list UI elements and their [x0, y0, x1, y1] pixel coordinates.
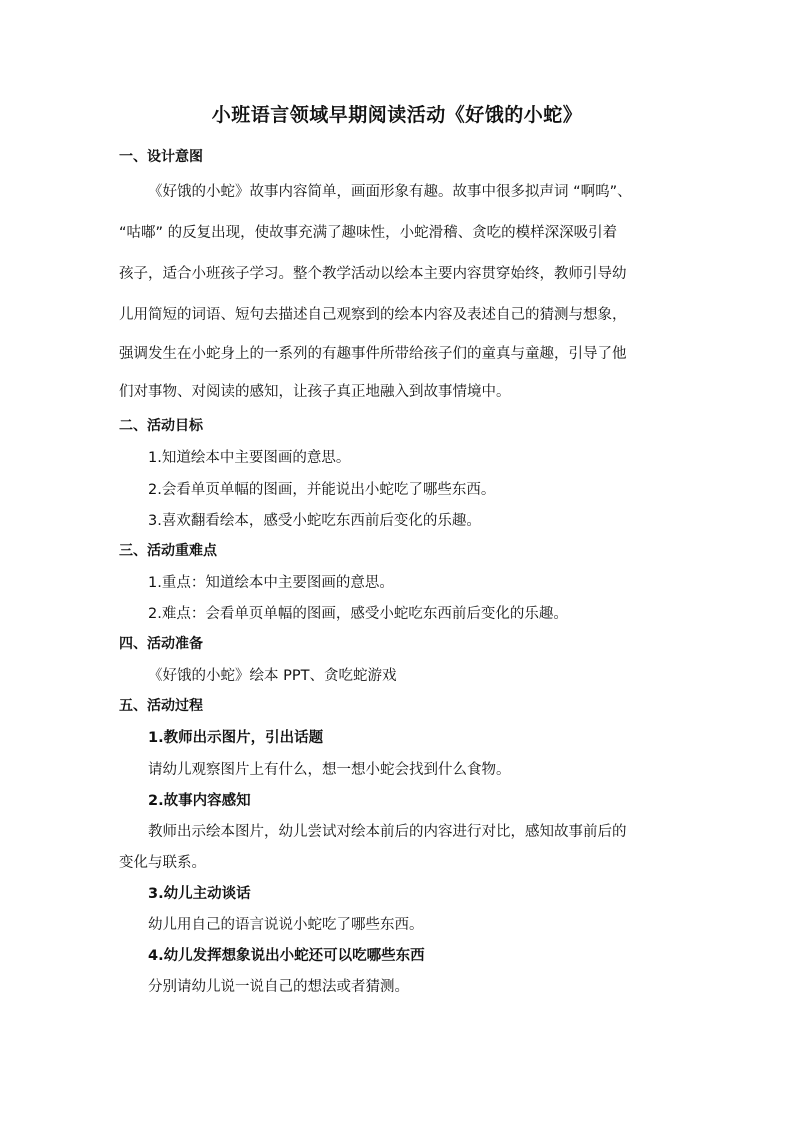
process-step-title: 4.幼儿发挥想象说出小蛇还可以吃哪些东西 — [148, 948, 425, 964]
paragraph-line: 儿用简短的词语、短句去描述自己观察到的绘本内容及表述自己的猜测与想象， — [119, 307, 627, 323]
process-step-title: 2.故事内容感知 — [148, 793, 251, 809]
section-heading-preparation: 四、活动准备 — [119, 636, 203, 652]
document-title: 小班语言领域早期阅读活动《好饿的小蛇》 — [211, 104, 583, 126]
key-point-item: 2.难点：会看单页单幅的图画，感受小蛇吃东西前后变化的乐趣。 — [148, 606, 568, 622]
paragraph-line: 们对事物、对阅读的感知，让孩子真正地融入到故事情境中。 — [119, 384, 511, 400]
goal-item: 1.知道绘本中主要图画的意思。 — [148, 450, 351, 466]
paragraph-line: 孩子，适合小班孩子学习。整个教学活动以绘本主要内容贯穿始终，教师引导幼 — [119, 266, 627, 282]
section-heading-process: 五、活动过程 — [119, 698, 203, 714]
process-step-text: 分别请幼儿说一说自己的想法或者猜测。 — [148, 979, 409, 995]
process-step-text: 变化与联系。 — [119, 855, 206, 871]
section-heading-design-intent: 一、设计意图 — [119, 149, 203, 165]
process-step-title: 3.幼儿主动谈话 — [148, 886, 251, 902]
paragraph-line: “咕嘟” 的反复出现，使故事充满了趣味性，小蛇滑稽、贪吃的模样深深吸引着 — [119, 225, 618, 241]
goal-item: 2.会看单页单幅的图画，并能说出小蛇吃了哪些东西。 — [148, 482, 496, 498]
goal-item: 3.喜欢翻看绘本，感受小蛇吃东西前后变化的乐趣。 — [148, 513, 481, 529]
section-heading-goals: 二、活动目标 — [119, 418, 203, 434]
key-point-item: 1.重点：知道绘本中主要图画的意思。 — [148, 575, 394, 591]
section-heading-key-points: 三、活动重难点 — [119, 543, 217, 559]
process-step-title: 1.教师出示图片，引出话题 — [148, 730, 324, 746]
process-step-text: 请幼儿观察图片上有什么，想一想小蛇会找到什么食物。 — [148, 762, 511, 778]
process-step-text: 教师出示绘本图片，幼儿尝试对绘本前后的内容进行对比，感知故事前后的 — [148, 824, 627, 840]
paragraph-line: 《好饿的小蛇》故事内容简单，画面形象有趣。故事中很多拟声词 “啊呜”、 — [148, 184, 632, 200]
preparation-text: 《好饿的小蛇》绘本 PPT、贪吃蛇游戏 — [148, 668, 397, 684]
paragraph-line: 强调发生在小蛇身上的一系列的有趣事件所带给孩子们的童真与童趣，引导了他 — [119, 346, 627, 362]
process-step-text: 幼儿用自己的语言说说小蛇吃了哪些东西。 — [148, 917, 424, 933]
